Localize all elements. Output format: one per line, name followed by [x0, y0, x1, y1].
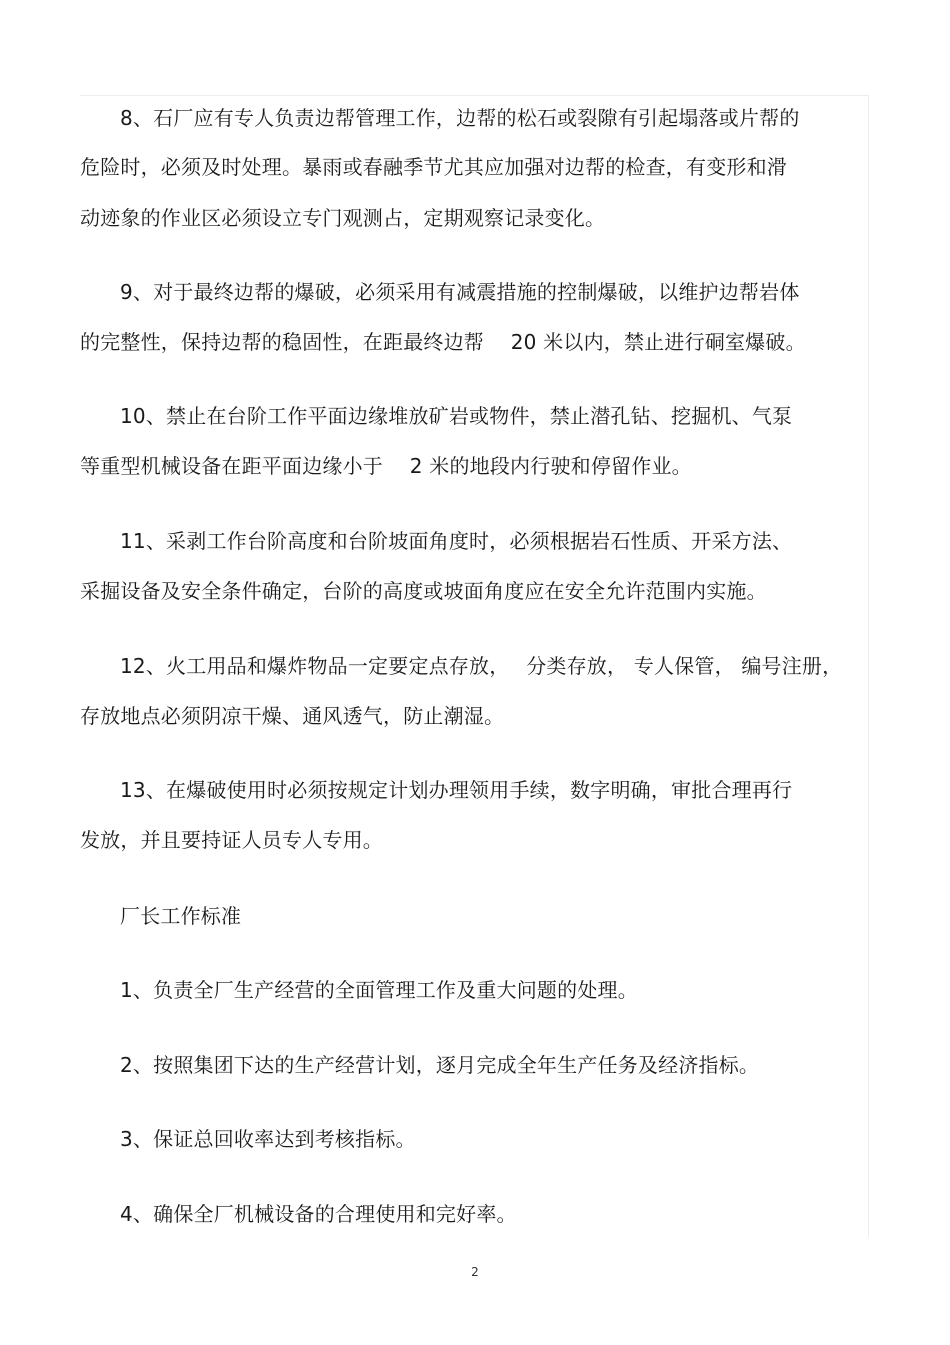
- list-item: 2、按照集团下达的生产经营计划，逐月完成全年生产任务及经济指标。: [120, 1053, 760, 1077]
- page-border-top: [80, 95, 868, 96]
- list-item: 1、负责全厂生产经营的全面管理工作及重大问题的处理。: [120, 978, 638, 1002]
- text-line: 8、石厂应有专人负责边帮管理工作，边帮的松石或裂隙有引起塌落或片帮的: [120, 106, 800, 130]
- list-item: 4、确保全厂机械设备的合理使用和完好率。: [120, 1202, 517, 1226]
- list-item: 3、保证总回收率达到考核指标。: [120, 1127, 416, 1151]
- text-line: 动迹象的作业区必须设立专门观测占，定期观察记录变化。: [80, 206, 606, 230]
- text-line: 采掘设备及安全条件确定，台阶的高度或坡面角度应在安全允许范围内实施。: [80, 579, 767, 603]
- text-line: 危险时，必须及时处理。暴雨或春融季节尤其应加强对边帮的检查，有变形和滑: [80, 155, 787, 179]
- page-number: 2: [471, 1265, 479, 1279]
- text-line: 发放，并且要持证人员专人专用。: [80, 828, 383, 852]
- section-heading: 厂长工作标准: [120, 904, 242, 928]
- text-line: 10、禁止在台阶工作平面边缘堆放矿岩或物件，禁止潜孔钻、挖掘机、气泵: [120, 404, 793, 428]
- text-line: 9、对于最终边帮的爆破，必须采用有减震措施的控制爆破，以维护边帮岩体: [120, 280, 800, 304]
- text-line: 等重型机械设备在距平面边缘小于 2 米的地段内行驶和停留作业。: [80, 454, 692, 478]
- text-line: 11、采剥工作台阶高度和台阶坡面角度时，必须根据岩石性质、开采方法、: [120, 529, 793, 553]
- text-line: 13、在爆破使用时必须按规定计划办理领用手续，数字明确，审批合理再行: [120, 778, 793, 802]
- text-line: 12、火工用品和爆炸物品一定要定点存放， 分类存放， 专人保管， 编号注册，: [120, 654, 843, 678]
- page-border-right: [868, 95, 869, 1237]
- text-line: 的完整性，保持边帮的稳固性，在距最终边帮 20 米以内，禁止进行硐室爆破。: [80, 330, 806, 354]
- text-line: 存放地点必须阴凉干燥、通风透气，防止潮湿。: [80, 704, 505, 728]
